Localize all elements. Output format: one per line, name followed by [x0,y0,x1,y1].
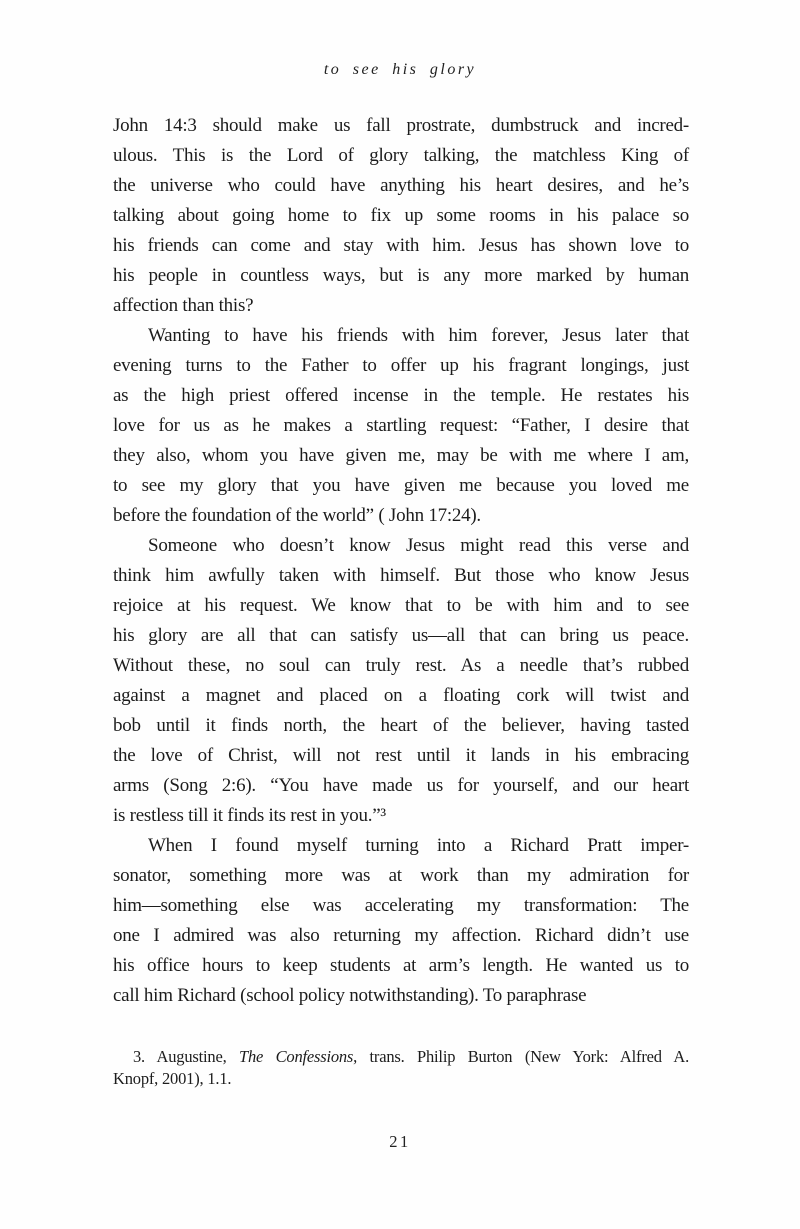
text-line: evening turns to the Father to offer up his fragrant longings, just [113,355,689,376]
text-line: the universe who could have anything his heart desires, and he’s [113,175,689,196]
text-line: Wanting to have his friends with him forever, Jesus later that [148,325,689,346]
text-line: When I found myself turning into a Richard Pratt imper- [148,835,689,856]
body-text [113,111,689,1011]
text-line: one I admired was also returning my affection. Richard didn’t use [113,925,689,946]
text-line: they also, whom you have given me, may be with me where I am, [113,445,689,466]
text-line: against a magnet and placed on a floating cork will twist and [113,685,689,706]
page-number: 21 [389,1132,411,1151]
text-line: call him Richard (school policy notwithstanding). To paraphrase [113,985,587,1006]
text-line: love for us as he makes a startling request: “Father, I desire that [113,415,689,436]
footnote-text-pre: 3. Augustine, [133,1047,239,1066]
text-line: think him awfully taken with himself. But those who know Jesus [113,565,689,586]
footnote-text-post: , trans. Philip Burton (New York: Alfred A. [353,1047,689,1066]
text-line: bob until it finds north, the heart of the believer, having tasted [113,715,689,736]
text-line: arms (Song 2:6). “You have made us for yourself, and our heart [113,775,689,796]
text-line: as the high priest offered incense in the temple. He restates his [113,385,689,406]
text-line: John 14:3 should make us fall prostrate, dumbstruck and incred- [113,115,689,136]
footnote-line-1 [113,1046,689,1068]
text-line: his office hours to keep students at arm’s length. He wanted us to [113,955,689,976]
footnote-line-2: Knopf, 2001), 1.1. [113,1069,232,1088]
text-line: to see my glory that you have given me because you loved me [113,475,689,496]
text-line: him—something else was accelerating my transformation: The [113,895,689,916]
footnote-book-title: The Confessions [238,1047,354,1066]
text-line: is restless till it finds its rest in you.”³ [113,805,386,826]
text-line: his glory are all that can satisfy us—all that can bring us peace. [113,625,689,646]
text-line: ulous. This is the Lord of glory talking, the matchless King of [113,145,689,166]
text-line: Without these, no soul can truly rest. As a needle that’s rubbed [113,655,689,676]
text-line: the love of Christ, will not rest until it lands in his embracing [113,745,689,766]
text-line: rejoice at his request. We know that to be with him and to see [113,595,689,616]
text-line: Someone who doesn’t know Jesus might read this verse and [148,535,689,556]
text-line: affection than this? [113,295,254,316]
text-line: before the foundation of the world” ( John 17:24). [113,505,481,526]
text-line: talking about going home to fix up some rooms in his palace so [113,205,689,226]
text-line: his people in countless ways, but is any more marked by human [113,265,689,286]
footnote [113,1046,689,1090]
text-line: sonator, something more was at work than my admiration for [113,865,689,886]
text-line: his friends can come and stay with him. Jesus has shown love to [113,235,689,256]
running-head: to see his glory [323,61,477,78]
